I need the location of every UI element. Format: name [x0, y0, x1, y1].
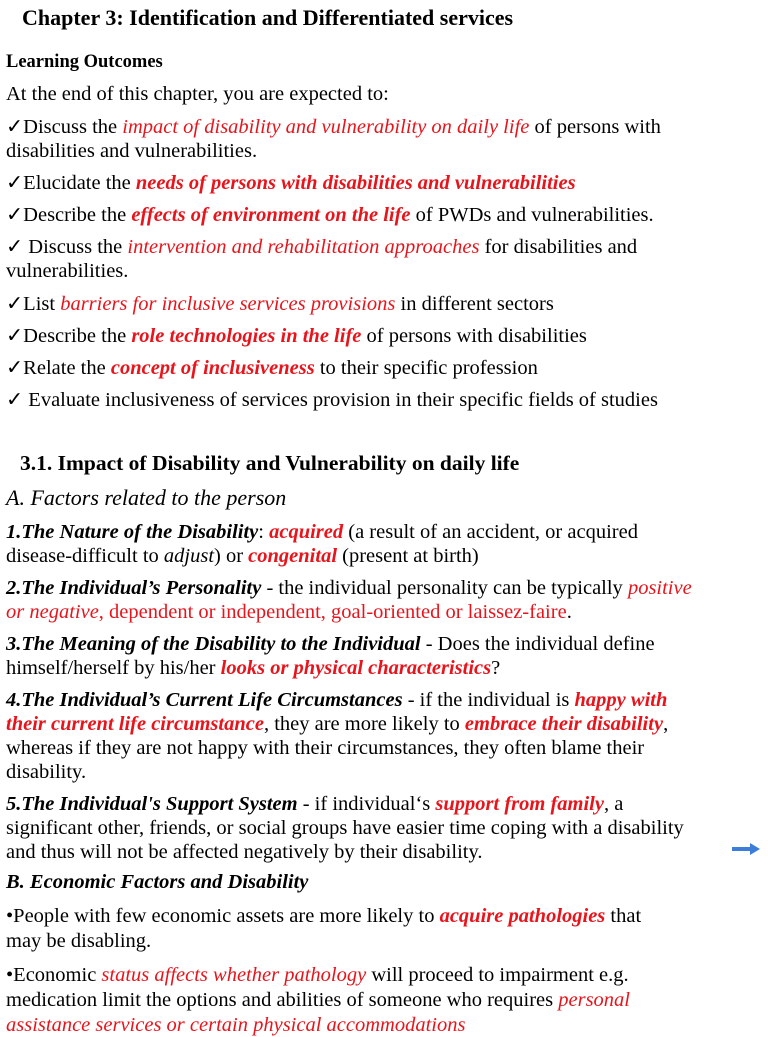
learning-outcomes-heading: Learning Outcomes [6, 52, 163, 72]
outcome-text: to their specific profession [314, 357, 538, 379]
factor-title: 1.The Nature of the Disability [6, 521, 259, 543]
factor-title: 5.The Individual's Support System [6, 793, 298, 815]
factor-text: , a [603, 793, 624, 815]
factor-item-continued [6, 544, 760, 568]
next-arrow-icon[interactable] [732, 842, 760, 856]
outcome-item [6, 356, 760, 380]
factor-item-continued: significant other, friends, or social groups have easier time coping with a disability [6, 817, 684, 839]
intro-text: At the end of this chapter, you are expected to: [6, 83, 389, 105]
outcome-text: of persons with disabilities [361, 325, 587, 347]
outcome-highlight: barriers for inclusive services provisions [60, 293, 396, 315]
factor-text: - if individual‘s [297, 793, 436, 815]
factor-highlight: or negative [6, 601, 99, 623]
outcome-text: ✓List [6, 293, 61, 315]
outcome-text: ✓Describe the [6, 204, 132, 226]
factor-item-continued [6, 656, 760, 680]
factor-text: , they are more likely to [263, 713, 465, 735]
factor-highlight: their current life circumstance [6, 713, 264, 735]
outcome-text: ✓Elucidate the [6, 172, 136, 194]
economic-bullet-continued [6, 988, 760, 1012]
outcome-text: ✓Discuss the [6, 116, 123, 138]
outcome-text: of persons with [529, 116, 661, 138]
factor-item-continued: disability. [6, 761, 87, 783]
factor-item-continued: whereas if they are not happy with their circumstances, they often blame their [6, 737, 645, 759]
economic-bullet [6, 904, 760, 928]
factor-highlight: happy with [574, 689, 668, 711]
factor-italic: adjust [163, 545, 215, 567]
outcome-highlight: impact of disability and vulnerability on daily life [122, 116, 530, 138]
economic-text: •People with few economic assets are more likely to [6, 905, 440, 927]
economic-text: that [605, 905, 642, 927]
factor-text: : [258, 521, 270, 543]
factor-text: - Does the individual define [420, 633, 655, 655]
outcome-highlight: role technologies in the life [131, 325, 362, 347]
factor-item-continued: and thus will not be affected negatively by their disability. [6, 841, 483, 863]
factor-highlight: positive [627, 577, 692, 599]
factor-highlight-text: , dependent or independent, goal-oriented or laissez-faire [98, 601, 567, 623]
factor-text: . [566, 601, 572, 623]
factor-highlight: congenital [248, 545, 338, 567]
outcome-item [6, 171, 760, 195]
outcome-item [6, 203, 760, 227]
outcome-highlight: effects of environment on the life [131, 204, 411, 226]
chapter-title: Chapter 3: Identification and Differentiated services [22, 5, 514, 30]
outcome-text: for disabilities and [479, 236, 638, 258]
economic-bullet-continued: may be disabling. [6, 930, 152, 952]
subsection-heading: B. Economic Factors and Disability [6, 871, 309, 893]
factor-text: - if the individual is [402, 689, 575, 711]
outcome-highlight: needs of persons with disabilities and vulnerabilities [135, 172, 576, 194]
factor-title: 2.The Individual’s Personality [6, 577, 262, 599]
outcome-text: ✓Relate the [6, 357, 111, 379]
outcome-item [6, 388, 760, 412]
economic-text: will proceed to impairment e.g. [366, 964, 629, 986]
factor-text: (a result of an accident, or acquired [343, 521, 638, 543]
economic-highlight: personal [558, 989, 630, 1011]
outcome-text: in different sectors [395, 293, 554, 315]
factor-item-continued [6, 712, 760, 736]
factor-title: 3.The Meaning of the Disability to the Individual [6, 633, 421, 655]
subsection-heading: A. Factors related to the person [6, 485, 287, 510]
outcome-text: ✓ Discuss the [6, 236, 128, 258]
factor-highlight: looks or physical characteristics [220, 657, 492, 679]
factor-highlight: embrace their disability [464, 713, 664, 735]
factor-item [6, 576, 760, 600]
factor-text: ) or [214, 545, 249, 567]
factor-text: disease-difficult to [6, 545, 164, 567]
outcome-item [6, 115, 760, 139]
section-heading: 3.1. Impact of Disability and Vulnerability on daily life [20, 451, 520, 475]
outcome-text: ✓Describe the [6, 325, 132, 347]
outcome-item-continued: vulnerabilities. [6, 260, 129, 282]
outcome-item [6, 324, 760, 348]
factor-highlight: acquired [269, 521, 344, 543]
economic-highlight: acquire pathologies [439, 905, 606, 927]
economic-bullet [6, 963, 760, 987]
factor-text: ? [491, 657, 501, 679]
factor-item [6, 632, 760, 656]
outcome-highlight: intervention and rehabilitation approaches [127, 236, 480, 258]
factor-text: - the individual personality can be typically [261, 577, 628, 599]
outcome-text: of PWDs and vulnerabilities. [410, 204, 654, 226]
economic-text: medication limit the options and abilities of someone who requires [6, 989, 559, 1011]
factor-item [6, 688, 760, 712]
factor-item [6, 520, 760, 544]
outcome-highlight: concept of inclusiveness [110, 357, 315, 379]
outcome-item-continued: disabilities and vulnerabilities. [6, 140, 258, 162]
factor-text: himself/herself by his/her [6, 657, 221, 679]
outcome-item [6, 292, 760, 316]
economic-highlight: status affects whether pathology [101, 964, 367, 986]
factor-text: (present at birth) [337, 545, 479, 567]
economic-bullet-continued: assistance services or certain physical accommodations [6, 1014, 466, 1036]
factor-text: , [663, 713, 669, 735]
factor-item [6, 792, 760, 816]
factor-item-continued [6, 600, 760, 624]
factor-title: 4.The Individual’s Current Life Circumstances [6, 689, 403, 711]
outcome-text: ✓ Evaluate inclusiveness of services provision in their specific fields of studies [6, 389, 658, 411]
economic-text: •Economic [6, 964, 102, 986]
factor-highlight: support from family [435, 793, 604, 815]
outcome-item [6, 235, 760, 259]
